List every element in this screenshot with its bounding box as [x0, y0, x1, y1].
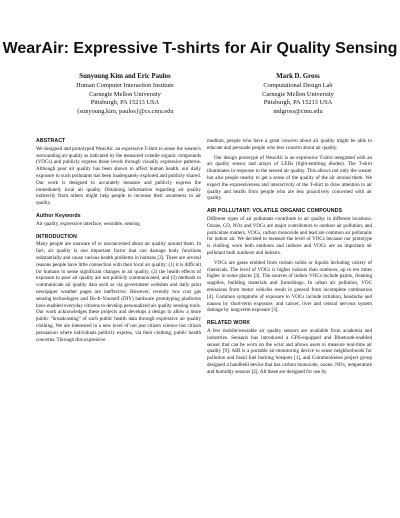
- author-block-1: [40, 73, 210, 117]
- author-name: Sunyoung Kim and Eric Paulos: [79, 73, 171, 80]
- author-block-2: [213, 73, 383, 117]
- author-affiliation: Human Computer Interaction Institute: [76, 81, 174, 89]
- introduction-heading: INTRODUCTION: [36, 233, 77, 240]
- right-column: [207, 138, 372, 376]
- left-column: [36, 138, 201, 343]
- related-work-text: A few mobile/wearable air quality sensors are available from academia and industries. Sensaris has introduced a GPS-equipped and Bluetooth-enabled sensor that can be worn on the wrist and allows users to measure real-time air quality [9]. AIR is a portable air-monitoring device to sense neighborhoods for pollution and fossil fuel burning hotspots [1], and CommonSense project group designed a handheld device that has carbon monoxide, ozone, NOx, temperature and humidity sensors [2]. All these are designed for use by: [207, 327, 372, 375]
- abstract-heading: ABSTRACT: [36, 138, 66, 144]
- introduction-text: Many people are unaware of or unconcerned about air quality around them. In fact, air quality is one important factor that can damage body functions substantially and cause various health problems in humans [3]. There are several reasons people have little connection with their local air quality: (1) it is difficult for humans to sense significant changes in air quality, (2) the health effects of exposure to poor air quality are not publicly communicated, and (3) methods to communicate air quality data such as via government websites and daily print newspaper weather pages are ineffective. However, recently low cost gas sensing technologies and Do-It-Yourself (DIY) hardware prototyping platforms have enabled everyday citizens to develop personalized air quality sensing tools. Our work acknowledges these projects and develops a design to allow a more public "broadcasting" of such public health data through expressive air quality clothing. We are interested in a new level of not just citizen science but citizen persuasion where individuals publicly express, via their clothing, public health concerns. Through this expressive: [36, 241, 201, 343]
- author-university: Carnegie Mellon University: [89, 90, 161, 98]
- pollutant-heading: AIR POLLUTANT: VOLATILE ORGANIC COMPOUNDS: [207, 208, 343, 215]
- author-university: Carnegie Mellon University: [262, 90, 334, 98]
- related-work-heading: RELATED WORK: [207, 320, 251, 327]
- author-address: Pittsburgh, PA 15213 USA: [263, 99, 333, 107]
- author-email: {sunyoung.kim, paulos}@cs.cmu.edu: [76, 108, 174, 116]
- author-affiliation: Computational Design Lab: [263, 81, 333, 89]
- pollutant-paragraph-2: VOCs are gases emitted from certain solids or liquids including variety of chemicals. The level of VOCs is higher indoors than outdoors, up to ten times higher in some places [3]. The sources of indoor VOCs include paints, cleaning supplies, building materials and furnishings. In urban air pollution, VOC emissions from motor vehicles result in general from incomplete combustion [4]. Common symptoms of exposure to VOCs include irritation, headache and nausea by short-term exposure, and cancer, liver and central nervous system damage by long-term exposure [3].: [207, 259, 372, 314]
- paper-title: WearAir: Expressive T-shirts for Air Quality Sensing: [2, 40, 398, 57]
- keywords-heading: Author Keywords: [36, 212, 81, 219]
- author-email: mdgross@cmu.edu: [273, 108, 323, 116]
- keywords-text: Air quality, expressive interface, wearable, sensing: [36, 220, 140, 227]
- author-name: Mark D. Gross: [276, 73, 320, 80]
- prototype-paragraph: Our design prototype of WearAir is an expressive T-shirt integrated with an air quality sensor and arrays of LEDs (light-emitting diodes). The T-shirt illuminates in response to the sensed air quality. This allows not only the wearer but also people nearby to get a sense of the quality of the air around them. We expect the expressiveness and interactivity of the T-shirt to draw attention to air quality and health from people who are less proactively concerned with air quality.: [207, 154, 372, 202]
- abstract-text: We designed and prototyped WearAir, an expressive T-shirt to sense the wearer's surrounding air quality as indicated by the measured volatile organic compounds (VOCs) and publicly express those levels through visually expressive patterns. Although poor air quality has been shown to affect human health, our daily exposure to such pollutants has been inadequately explored and publicly shared. Our work is designed to accurately measure and publicly express the immediately local air quality. Obtaining information regarding air quality indirectly from others might help people to increase their awareness to air quality.: [36, 145, 201, 207]
- pollutant-paragraph-1: Different types of air pollutants contribute to air quality in different locations: Ozone, CO, NOx and VOCs are major contributors to outdoor air pollution; and particulate matters, VOCs, carbon monoxide and lead are common air pollutants for indoor air. We decided to measure the level of VOCs because our prototype is clothing worn both outdoors and indoors and VOCs are an important air pollutant both outdoors and indoors.: [207, 215, 372, 256]
- intro-continued-text: medium, people who have a great concern about air quality might be able to educate and persuade people who less concern about air quality.: [207, 138, 372, 151]
- author-address: Pittsburgh, PA 15213 USA: [90, 99, 160, 107]
